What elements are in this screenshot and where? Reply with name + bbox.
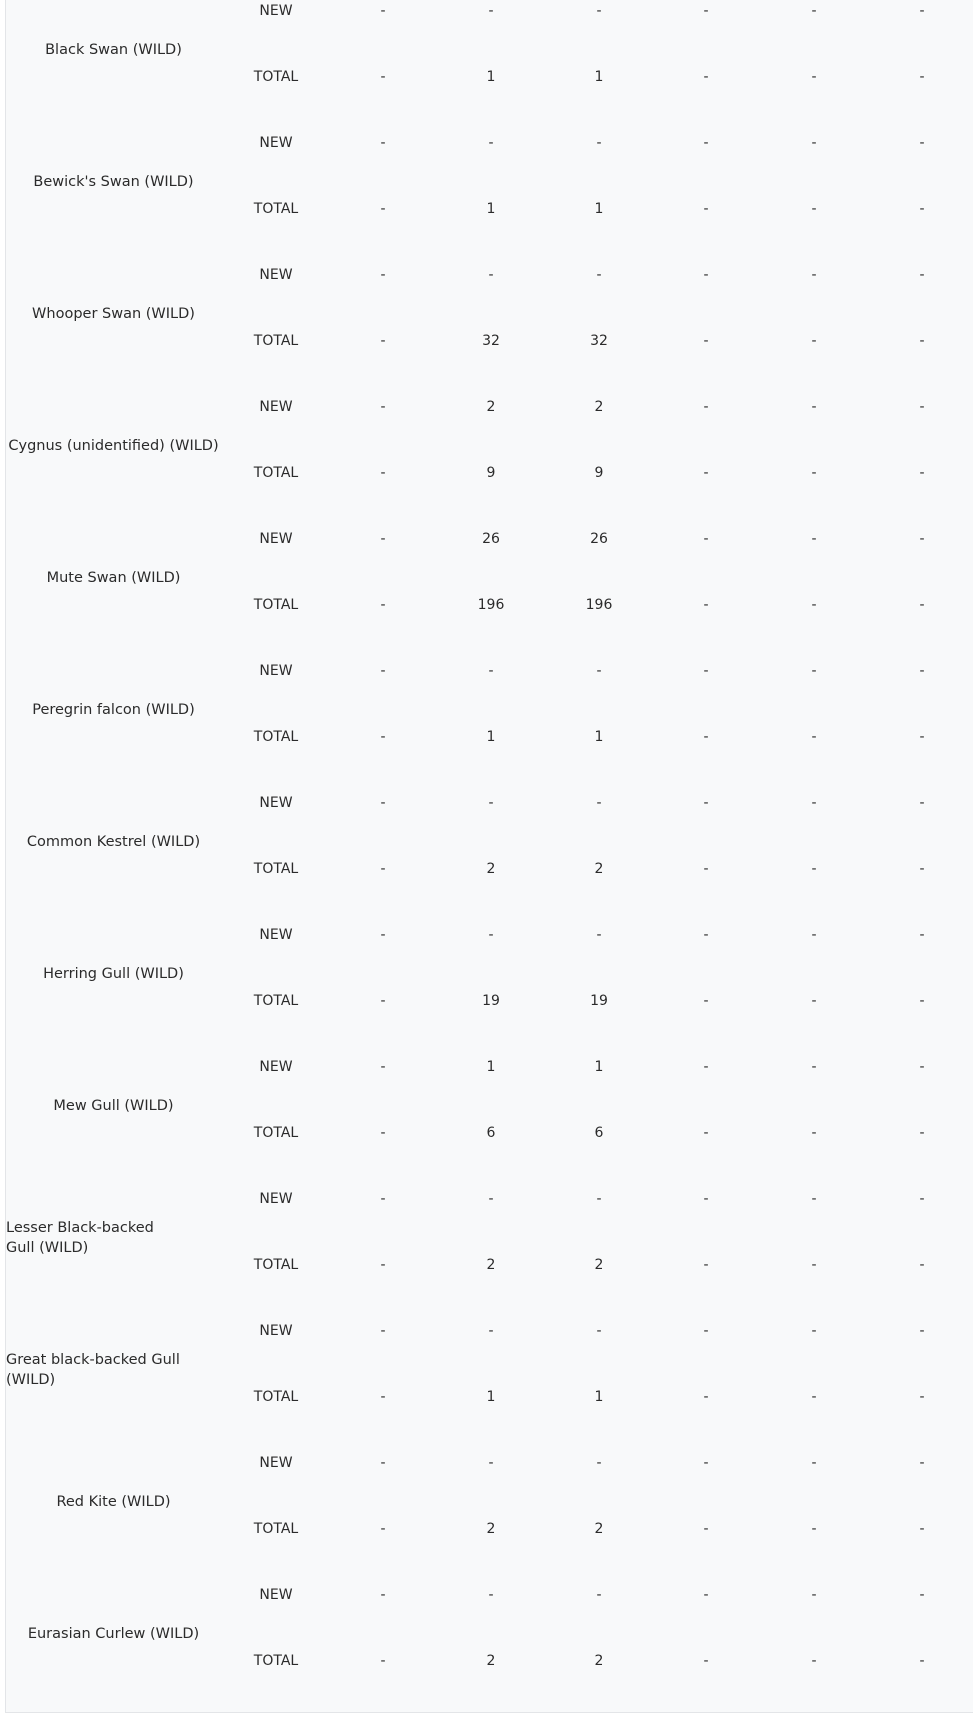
count-cell: -: [811, 597, 817, 613]
count-cell: -: [811, 795, 817, 811]
count-cell: 32: [482, 333, 500, 349]
count-cell: 1: [594, 729, 604, 745]
count-cell: -: [488, 1455, 494, 1471]
count-cell: 19: [482, 993, 500, 1009]
count-cell: 26: [482, 531, 500, 547]
species-name-text: Cygnus (unidentified) (WILD): [8, 438, 219, 454]
count-cell: -: [919, 465, 925, 481]
count-cell: -: [380, 1587, 386, 1603]
new-label: NEW: [259, 267, 293, 283]
count-cell: -: [380, 201, 386, 217]
species-row-group: [6, 649, 973, 781]
count-cell: 2: [594, 1257, 604, 1273]
count-cell: 1: [486, 729, 496, 745]
count-cell: -: [811, 663, 817, 679]
count-cell: -: [703, 1125, 709, 1141]
count-cell: -: [919, 861, 925, 877]
count-cell: -: [811, 861, 817, 877]
count-cell: -: [703, 465, 709, 481]
count-cell: 2: [486, 1521, 496, 1537]
count-cell: -: [919, 399, 925, 415]
count-cell: -: [703, 927, 709, 943]
count-cell: -: [380, 861, 386, 877]
count-cell: -: [703, 729, 709, 745]
count-cell: -: [703, 1257, 709, 1273]
total-label: TOTAL: [253, 1521, 299, 1537]
count-cell: -: [703, 993, 709, 1009]
count-cell: -: [811, 927, 817, 943]
total-count-row: [6, 859, 973, 879]
count-cell: -: [919, 1125, 925, 1141]
total-label: TOTAL: [253, 597, 299, 613]
species-row-group: [6, 1309, 973, 1441]
count-cell: 1: [594, 1059, 604, 1075]
count-cell: -: [811, 3, 817, 19]
count-cell: -: [811, 1521, 817, 1537]
new-count-row: [6, 1, 973, 21]
species-counts-table: [5, 0, 973, 1713]
count-cell: -: [596, 267, 602, 283]
species-row-group: [6, 781, 973, 913]
count-cell: -: [380, 465, 386, 481]
total-label: TOTAL: [253, 333, 299, 349]
new-count-row: [6, 1057, 973, 1077]
count-cell: -: [380, 729, 386, 745]
count-cell: 1: [594, 201, 604, 217]
count-cell: -: [703, 333, 709, 349]
new-count-row: [6, 397, 973, 417]
count-cell: 9: [594, 465, 604, 481]
count-cell: -: [596, 927, 602, 943]
count-cell: -: [703, 663, 709, 679]
count-cell: -: [919, 1455, 925, 1471]
count-cell: -: [488, 1587, 494, 1603]
total-label: TOTAL: [253, 201, 299, 217]
count-cell: -: [703, 399, 709, 415]
count-cell: 26: [590, 531, 608, 547]
count-cell: 1: [486, 1059, 496, 1075]
count-cell: -: [919, 1653, 925, 1669]
count-cell: -: [919, 69, 925, 85]
count-cell: 2: [594, 1521, 604, 1537]
count-cell: -: [380, 993, 386, 1009]
new-count-row: [6, 133, 973, 153]
count-cell: -: [380, 1389, 386, 1405]
count-cell: -: [380, 333, 386, 349]
count-cell: -: [488, 135, 494, 151]
count-cell: -: [380, 1191, 386, 1207]
count-cell: 2: [594, 1653, 604, 1669]
species-name-text: Mute Swan (WILD): [46, 570, 181, 586]
count-cell: -: [703, 1455, 709, 1471]
count-cell: 2: [486, 1257, 496, 1273]
total-count-row: [6, 595, 973, 615]
total-count-row: [6, 199, 973, 219]
count-cell: -: [596, 135, 602, 151]
count-cell: -: [919, 1323, 925, 1339]
count-cell: -: [703, 861, 709, 877]
count-cell: -: [811, 531, 817, 547]
new-label: NEW: [259, 1059, 293, 1075]
count-cell: 2: [594, 861, 604, 877]
total-label: TOTAL: [253, 1653, 299, 1669]
species-row-group: [6, 121, 973, 253]
count-cell: -: [380, 1521, 386, 1537]
species-row-group: [6, 1573, 973, 1705]
count-cell: -: [919, 927, 925, 943]
species-name-text: Red Kite (WILD): [56, 1494, 171, 1510]
count-cell: -: [596, 663, 602, 679]
count-cell: -: [919, 1587, 925, 1603]
count-cell: 196: [585, 597, 613, 613]
count-cell: -: [919, 1191, 925, 1207]
count-cell: -: [488, 267, 494, 283]
total-label: TOTAL: [253, 465, 299, 481]
count-cell: -: [703, 1323, 709, 1339]
count-cell: -: [380, 135, 386, 151]
count-cell: -: [703, 1587, 709, 1603]
new-label: NEW: [259, 927, 293, 943]
new-label: NEW: [259, 795, 293, 811]
species-name-text: Eurasian Curlew (WILD): [27, 1626, 200, 1642]
count-cell: -: [703, 3, 709, 19]
count-cell: -: [703, 1059, 709, 1075]
species-name-text: Herring Gull (WILD): [43, 966, 184, 982]
new-count-row: [6, 265, 973, 285]
count-cell: -: [380, 1257, 386, 1273]
count-cell: 6: [594, 1125, 604, 1141]
count-cell: -: [488, 3, 494, 19]
total-label: TOTAL: [253, 993, 299, 1009]
count-cell: -: [811, 1191, 817, 1207]
count-cell: 32: [590, 333, 608, 349]
species-row-group: [6, 517, 973, 649]
species-name-text: Whooper Swan (WILD): [32, 306, 195, 322]
count-cell: -: [919, 1389, 925, 1405]
new-label: NEW: [259, 135, 293, 151]
new-count-row: [6, 1321, 973, 1341]
species-name-text: Common Kestrel (WILD): [26, 834, 201, 850]
species-name-text: Lesser Black-backed Gull (WILD): [6, 1220, 154, 1256]
count-cell: -: [380, 927, 386, 943]
count-cell: -: [380, 69, 386, 85]
species-row-group: [6, 1045, 973, 1177]
total-label: TOTAL: [253, 69, 299, 85]
count-cell: -: [488, 663, 494, 679]
count-cell: -: [596, 1191, 602, 1207]
count-cell: -: [596, 3, 602, 19]
new-label: NEW: [259, 1191, 293, 1207]
count-cell: -: [380, 597, 386, 613]
count-cell: -: [811, 135, 817, 151]
new-label: NEW: [259, 1455, 293, 1471]
total-count-row: [6, 1123, 973, 1143]
total-count-row: [6, 1255, 973, 1275]
count-cell: -: [380, 1653, 386, 1669]
count-cell: -: [811, 729, 817, 745]
species-name-text: Peregrin falcon (WILD): [32, 702, 195, 718]
new-count-row: [6, 1585, 973, 1605]
count-cell: -: [919, 795, 925, 811]
total-count-row: [6, 991, 973, 1011]
count-cell: 1: [594, 69, 604, 85]
count-cell: -: [380, 399, 386, 415]
count-cell: -: [488, 1323, 494, 1339]
species-row-group: [6, 0, 973, 121]
species-name-text: Bewick's Swan (WILD): [33, 174, 194, 190]
species-name-text: Black Swan (WILD): [45, 42, 182, 58]
count-cell: -: [919, 1059, 925, 1075]
count-cell: -: [596, 1323, 602, 1339]
new-label: NEW: [259, 663, 293, 679]
count-cell: -: [380, 267, 386, 283]
count-cell: -: [811, 1059, 817, 1075]
new-count-row: [6, 793, 973, 813]
count-cell: -: [703, 1389, 709, 1405]
count-cell: -: [703, 69, 709, 85]
count-cell: -: [488, 1191, 494, 1207]
new-count-row: [6, 1189, 973, 1209]
count-cell: -: [811, 1323, 817, 1339]
total-count-row: [6, 727, 973, 747]
total-count-row: [6, 1519, 973, 1539]
count-cell: -: [919, 729, 925, 745]
count-cell: -: [811, 1257, 817, 1273]
count-cell: -: [703, 1521, 709, 1537]
total-label: TOTAL: [253, 861, 299, 877]
count-cell: -: [380, 1125, 386, 1141]
count-cell: -: [919, 201, 925, 217]
count-cell: -: [703, 531, 709, 547]
total-label: TOTAL: [253, 1389, 299, 1405]
new-label: NEW: [259, 1587, 293, 1603]
count-cell: -: [811, 993, 817, 1009]
count-cell: 1: [486, 1389, 496, 1405]
count-cell: -: [703, 267, 709, 283]
count-cell: -: [919, 597, 925, 613]
count-cell: 19: [590, 993, 608, 1009]
count-cell: -: [919, 1521, 925, 1537]
count-cell: -: [380, 1323, 386, 1339]
count-cell: -: [703, 597, 709, 613]
species-name-text: Mew Gull (WILD): [53, 1098, 174, 1114]
count-cell: -: [488, 927, 494, 943]
count-cell: -: [919, 663, 925, 679]
count-cell: -: [919, 267, 925, 283]
count-cell: -: [811, 1389, 817, 1405]
count-cell: -: [919, 333, 925, 349]
count-cell: 2: [486, 399, 496, 415]
species-row-group: [6, 253, 973, 385]
count-cell: -: [380, 531, 386, 547]
count-cell: -: [380, 1455, 386, 1471]
count-cell: -: [596, 1455, 602, 1471]
new-label: NEW: [259, 531, 293, 547]
count-cell: -: [811, 1587, 817, 1603]
count-cell: -: [380, 795, 386, 811]
count-cell: -: [811, 1455, 817, 1471]
species-row-group: [6, 385, 973, 517]
count-cell: -: [703, 201, 709, 217]
new-count-row: [6, 925, 973, 945]
count-cell: -: [703, 1191, 709, 1207]
count-cell: -: [703, 135, 709, 151]
species-row-group: [6, 1177, 973, 1309]
count-cell: -: [919, 3, 925, 19]
count-cell: 9: [486, 465, 496, 481]
count-cell: -: [596, 795, 602, 811]
count-cell: -: [919, 1257, 925, 1273]
count-cell: -: [596, 1587, 602, 1603]
new-count-row: [6, 661, 973, 681]
total-count-row: [6, 67, 973, 87]
total-label: TOTAL: [253, 1125, 299, 1141]
new-label: NEW: [259, 3, 293, 19]
count-cell: -: [811, 399, 817, 415]
total-label: TOTAL: [253, 729, 299, 745]
count-cell: 196: [477, 597, 505, 613]
count-cell: -: [919, 531, 925, 547]
count-cell: -: [919, 135, 925, 151]
count-cell: -: [380, 663, 386, 679]
total-count-row: [6, 331, 973, 351]
count-cell: 1: [486, 69, 496, 85]
count-cell: -: [811, 1125, 817, 1141]
species-row-group: [6, 1441, 973, 1573]
total-count-row: [6, 1651, 973, 1671]
species-row-group: [6, 913, 973, 1045]
count-cell: -: [703, 1653, 709, 1669]
count-cell: -: [488, 795, 494, 811]
count-cell: -: [380, 1059, 386, 1075]
new-count-row: [6, 529, 973, 549]
new-label: NEW: [259, 1323, 293, 1339]
total-label: TOTAL: [253, 1257, 299, 1273]
count-cell: -: [811, 1653, 817, 1669]
count-cell: 2: [486, 1653, 496, 1669]
count-cell: -: [811, 267, 817, 283]
total-count-row: [6, 463, 973, 483]
count-cell: 1: [594, 1389, 604, 1405]
count-cell: 1: [486, 201, 496, 217]
total-count-row: [6, 1387, 973, 1407]
count-cell: 6: [486, 1125, 496, 1141]
count-cell: -: [811, 465, 817, 481]
count-cell: -: [811, 69, 817, 85]
species-name-text: Great black-backed Gull (WILD): [6, 1352, 180, 1388]
new-count-row: [6, 1453, 973, 1473]
new-label: NEW: [259, 399, 293, 415]
count-cell: 2: [594, 399, 604, 415]
count-cell: -: [380, 3, 386, 19]
count-cell: 2: [486, 861, 496, 877]
count-cell: -: [919, 993, 925, 1009]
count-cell: -: [811, 201, 817, 217]
count-cell: -: [703, 795, 709, 811]
count-cell: -: [811, 333, 817, 349]
